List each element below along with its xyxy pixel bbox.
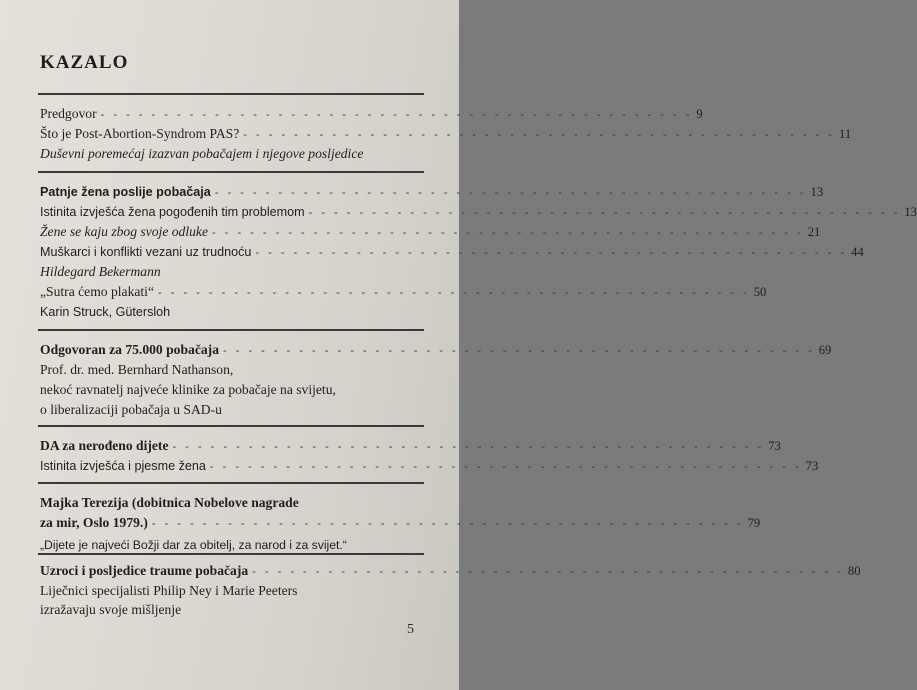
- page-ref: 13: [810, 185, 824, 199]
- dot-leader: - - - - - - - - - - - - - - - - - - - - - - - - - - - - - - - - - - - - - - - - - - - - - - -: [100, 109, 693, 121]
- toc-entry: Žene se kaju zbog svoje odluke - - - - - - - - - - - - - - - - - - - - - - - - - - - - - - - - - - - - - - - - - - - - - - - 21: [40, 222, 424, 242]
- toc-entry: Što je Post-Abortion-Syndrom PAS? - - - - - - - - - - - - - - - - - - - - - - - - - - - - - - - - - - - - - - - - - - - - - - - 11: [40, 124, 424, 144]
- toc-entry: DA za nerođeno dijete - - - - - - - - - - - - - - - - - - - - - - - - - - - - - - - - - - - - - - - - - - - - - - - 73: [40, 436, 424, 456]
- section-rule: [38, 93, 424, 95]
- page-ref: 73: [805, 459, 819, 473]
- page-number: 5: [407, 622, 414, 637]
- toc-entry: Uzroci i posljedice traume pobačaja - - - - - - - - - - - - - - - - - - - - - - - - - - - - - - - - - - - - - - - - - - - - - - - 80: [40, 561, 424, 581]
- page-heading: KAZALO: [40, 52, 129, 73]
- toc-author: Karin Struck, Gütersloh: [40, 305, 171, 319]
- toc-author: Prof. dr. med. Bernhard Nathanson,: [40, 362, 234, 377]
- toc-entry: Predgovor - - - - - - - - - - - - - - - - - - - - - - - - - - - - - - - - - - - - - - - - - - - - - - - 9: [40, 104, 424, 124]
- dot-leader: - - - - - - - - - - - - - - - - - - - - - - - - - - - - - - - - - - - - - - - - - - - - - - -: [212, 227, 804, 239]
- page-ref: 21: [807, 225, 821, 239]
- dot-leader: - - - - - - - - - - - - - - - - - - - - - - - - - - - - - - - - - - - - - - - - - - - - - - -: [158, 287, 750, 299]
- toc-author: izražavaju svoje mišljenje: [40, 602, 182, 617]
- toc-author: nekoć ravnatelj najveće klinike za pobačaje na svijetu,: [40, 382, 336, 397]
- section-rule: [38, 425, 424, 427]
- toc-entry: Majka Terezija (dobitnica Nobelove nagrade: [40, 495, 299, 510]
- page-ref: 11: [839, 127, 852, 141]
- toc-subtitle: Duševni poremećaj izazvan pobačajem i njegove posljedice: [40, 146, 364, 161]
- toc-entry: za mir, Oslo 1979.) - - - - - - - - - - - - - - - - - - - - - - - - - - - - - - - - - - - - - - - - - - - - - - - 79: [40, 513, 424, 533]
- toc-entry: Istinita izvješća žena pogođenih tim problemom - - - - - - - - - - - - - - - - - - - - - - - - - - - - - - - - - - - - - - - - - - - - - - - 13: [40, 202, 424, 222]
- toc-entry: Patnje žena poslije pobačaja - - - - - - - - - - - - - - - - - - - - - - - - - - - - - - - - - - - - - - - - - - - - - - - 13: [40, 182, 424, 202]
- dot-leader: - - - - - - - - - - - - - - - - - - - - - - - - - - - - - - - - - - - - - - - - - - - - - - -: [151, 518, 744, 530]
- dot-leader: - - - - - - - - - - - - - - - - - - - - - - - - - - - - - - - - - - - - - - - - - - - - - - -: [223, 345, 815, 357]
- page-ref: 50: [753, 285, 767, 299]
- dot-leader: - - - - - - - - - - - - - - - - - - - - - - - - - - - - - - - - - - - - - - - - - - - - - - -: [308, 207, 901, 219]
- page-ref: 69: [818, 343, 832, 357]
- page-ref: 13: [904, 205, 917, 219]
- section-rule: [38, 482, 424, 484]
- page-ref: 9: [696, 107, 703, 121]
- dot-leader: - - - - - - - - - - - - - - - - - - - - - - - - - - - - - - - - - - - - - - - - - - - - - - -: [214, 187, 807, 199]
- toc-entry: Odgovoran za 75.000 pobačaja - - - - - - - - - - - - - - - - - - - - - - - - - - - - - - - - - - - - - - - - - - - - - - - 69: [40, 340, 424, 360]
- section-rule: [38, 329, 424, 331]
- dot-leader: - - - - - - - - - - - - - - - - - - - - - - - - - - - - - - - - - - - - - - - - - - - - - - -: [172, 441, 765, 453]
- page-ref: 80: [847, 564, 861, 578]
- toc-entry: Muškarci i konflikti vezani uz trudnoću - - - - - - - - - - - - - - - - - - - - - - - - - - - - - - - - - - - - - - - - - - - - - - - 44: [40, 242, 424, 262]
- toc-entry: „Sutra ćemo plakati“ - - - - - - - - - - - - - - - - - - - - - - - - - - - - - - - - - - - - - - - - - - - - - - - 50: [40, 282, 424, 302]
- toc-author: Hildegard Bekermann: [40, 264, 161, 279]
- page-ref: 44: [851, 245, 864, 259]
- section-rule: [38, 553, 424, 555]
- toc-quote: „Dijete je najveći Božji dar za obitelj, za narod i za svijet.“: [40, 538, 347, 552]
- toc-author: Liječnici specijalisti Philip Ney i Marie Peeters: [40, 583, 298, 598]
- page-ref: 73: [768, 439, 781, 453]
- dot-leader: - - - - - - - - - - - - - - - - - - - - - - - - - - - - - - - - - - - - - - - - - - - - - - -: [252, 566, 844, 578]
- toc-entry: Istinita izvješća i pjesme žena - - - - - - - - - - - - - - - - - - - - - - - - - - - - - - - - - - - - - - - - - - - - - - - 73: [40, 456, 424, 476]
- section-rule: [38, 171, 424, 173]
- toc-author: o liberalizaciji pobačaja u SAD-u: [40, 402, 222, 417]
- dot-leader: - - - - - - - - - - - - - - - - - - - - - - - - - - - - - - - - - - - - - - - - - - - - - - -: [243, 129, 836, 141]
- dot-leader: - - - - - - - - - - - - - - - - - - - - - - - - - - - - - - - - - - - - - - - - - - - - - - -: [255, 247, 848, 259]
- dot-leader: - - - - - - - - - - - - - - - - - - - - - - - - - - - - - - - - - - - - - - - - - - - - - - -: [209, 461, 802, 473]
- page-ref: 79: [747, 516, 761, 530]
